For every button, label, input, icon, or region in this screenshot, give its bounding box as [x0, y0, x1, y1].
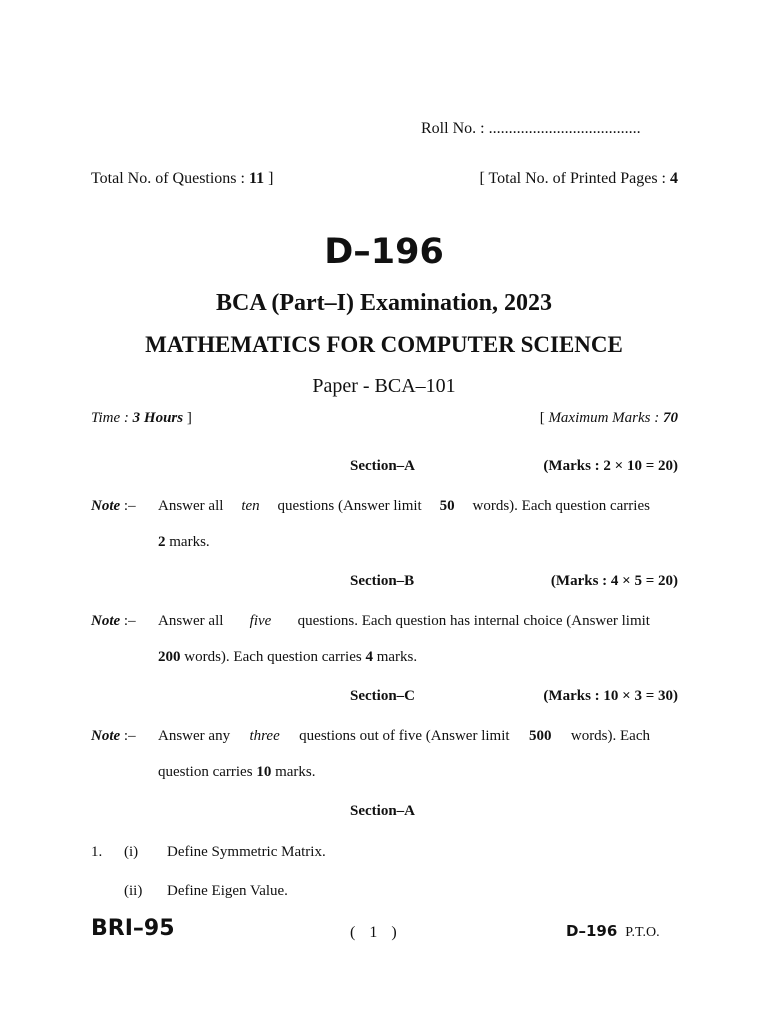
total-questions-value: 11 [248, 170, 265, 187]
question-part-label: (ii) [124, 883, 143, 899]
max-marks-open: [ [539, 410, 545, 426]
maximum-marks [540, 410, 678, 427]
note-separator: :– [123, 728, 136, 744]
question-part-label: (i) [124, 844, 139, 860]
section-b-note-line1: Answer all five questions. Each question has internal choice (Answer limit [158, 613, 650, 629]
printed-pages-value: 4 [670, 170, 678, 187]
printed-pages [479, 170, 678, 188]
section-a-title: Section–A [350, 458, 415, 474]
total-questions-label: Total No. of Questions : [91, 170, 245, 187]
note-label: Note [91, 498, 121, 514]
footer-code-left: BRI–95 [91, 916, 175, 941]
subject-title: MATHEMATICS FOR COMPUTER SCIENCE [145, 332, 623, 357]
max-marks-value: 70 [663, 410, 678, 426]
section-c-note-line2: question carries 10 marks. [158, 764, 316, 780]
printed-pages-label: [ Total No. of Printed Pages : [479, 170, 666, 187]
roll-no-blank: ...................................... [488, 120, 641, 137]
footer-paper-code: D–196 [566, 922, 618, 940]
section-a-marks: (Marks : 2 × 10 = 20) [543, 458, 678, 474]
question-number: 1. [91, 844, 103, 860]
section-b-title: Section–B [350, 573, 415, 589]
section-a-note-label [91, 498, 136, 515]
section-b-note-line2: 200 words). Each question carries 4 marks. [158, 649, 418, 665]
paper-number: Paper - BCA–101 [312, 375, 456, 397]
note-label: Note [91, 613, 121, 629]
section-b-marks: (Marks : 4 × 5 = 20) [550, 573, 678, 589]
exam-title: BCA (Part–I) Examination, 2023 [216, 290, 552, 316]
max-marks-label: Maximum Marks : [548, 410, 660, 426]
section-c-note-line1: Answer any three questions out of five (Answer limit 500 words). Each [158, 728, 650, 744]
section-c-title: Section–C [350, 688, 415, 704]
note-label: Note [91, 728, 121, 744]
paper-code: D–196 [324, 232, 444, 272]
total-questions-close: ] [268, 170, 274, 187]
footer-right [566, 922, 660, 941]
section-c-note-label [91, 728, 136, 745]
note-separator: :– [123, 498, 136, 514]
section-a-note-line2: 2 marks. [158, 534, 210, 550]
total-questions [91, 170, 273, 188]
pto-label: P.T.O. [625, 925, 660, 940]
time-close: ] [186, 410, 192, 426]
page-number: ( 1 ) [350, 924, 397, 941]
note-separator: :– [123, 613, 136, 629]
section-b-note-label [91, 613, 136, 630]
roll-no-label: Roll No. : [421, 120, 485, 137]
section-a-note-line1: Answer all ten questions (Answer limit 50 words). Each question carries [158, 498, 650, 514]
time-label: Time : [91, 410, 129, 426]
time-value: 3 Hours [132, 410, 184, 426]
roll-no [421, 120, 641, 138]
time-allowed [91, 410, 192, 427]
question-part-text: Define Eigen Value. [167, 883, 288, 899]
section-c-marks: (Marks : 10 × 3 = 30) [543, 688, 678, 704]
questions-section-heading: Section–A [350, 803, 415, 819]
question-part-text: Define Symmetric Matrix. [167, 844, 326, 860]
